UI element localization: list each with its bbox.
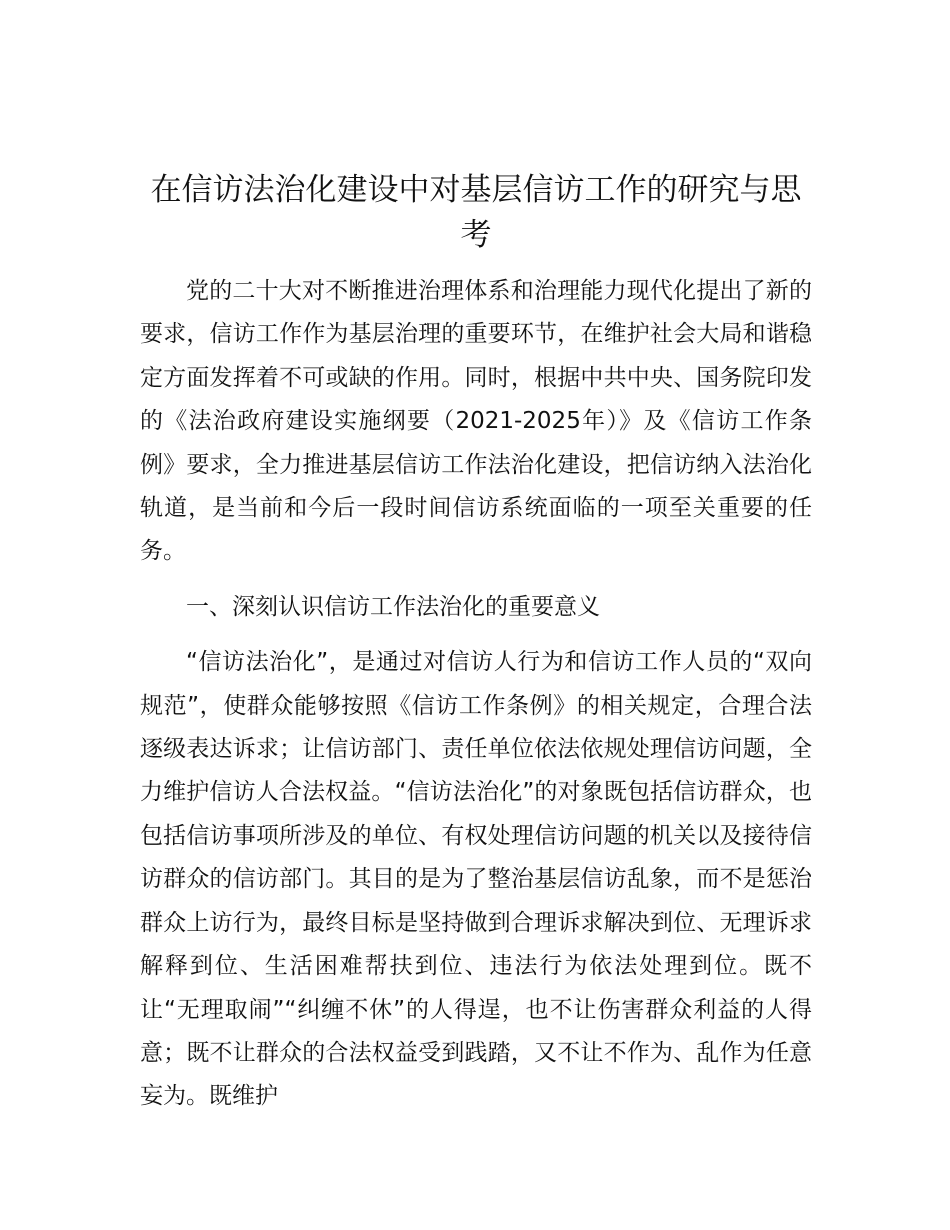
section-1-paragraph: “信访法治化”，是通过对信访人行为和信访工作人员的“双向规范”，使群众能够按照《信访工作条例》的相关规定，合理合法逐级表达诉求；让信访部门、责任单位依法依规处理信访问题，全力维护信访人合法权益。“信访法治化”的对象既包括信访群众，也包括信访事项所涉及的单位、有权处理信访问题的机关以及接待信访群众的信访部门。其目的是为了整治基层信访乱象，而不是惩治群众上访行为，最终目标是坚持做到合理诉求解决到位、无理诉求解释到位、生活困难帮扶到位、违法行为依法处理到位。既不让“无理取闹”“纠缠不休”的人得逞，也不让伤害群众利益的人得意；既不让群众的合法权益受到践踏，又不让不作为、乱作为任意妄为。既维护 xyxy=(140,649,812,1110)
section-heading-1: 一、深刻认识信访工作法治化的重要意义 xyxy=(186,593,600,620)
document-page xyxy=(140,168,812,1131)
intro-paragraph: 党的二十大对不断推进治理体系和治理能力现代化提出了新的要求，信访工作作为基层治理的重要环节，在维护社会大局和谐稳定方面发挥着不可或缺的作用。同时，根据中共中央、国务院印发的《法治政府建设实施纲要（2021-2025年）》及《信访工作条例》要求，全力推进基层信访工作法治化建设，把信访纳入法治化轨道，是当前和今后一段时间信访系统面临的一项至关重要的任务。 xyxy=(140,278,812,565)
document-title: 在信访法治化建设中对基层信访工作的研究与思考 xyxy=(150,172,802,253)
